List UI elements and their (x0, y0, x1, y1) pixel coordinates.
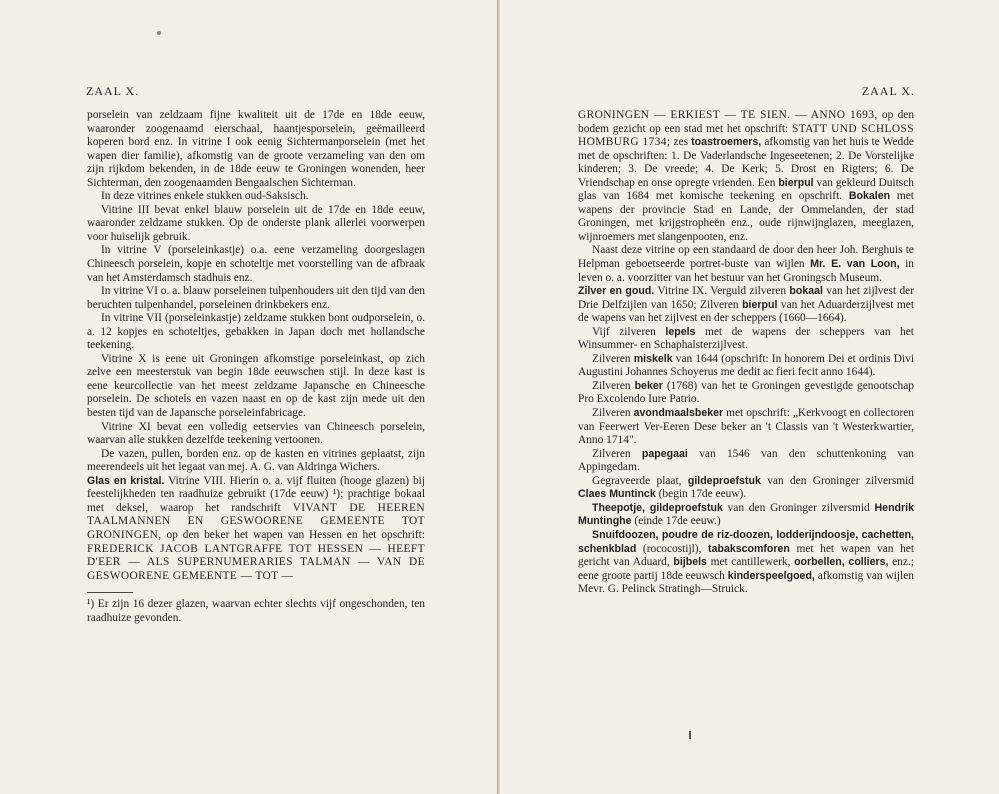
paragraph (578, 353, 914, 380)
bold-term: Hendrik Muntinghe (578, 501, 914, 528)
glas-text-2: op den beker het wapen van Hessen en het opschrift: (166, 528, 425, 541)
text-run: Zilveren (592, 352, 631, 365)
section-heading-glas: Glas en kristal. (87, 474, 165, 487)
paragraph: De vazen, pullen, borden enz. op de kasten en vitrines geplaatst, zijn meerendeels uit het legaat van mej. A. G. van Aldringa Wichers. (87, 447, 425, 474)
text-run: (begin 17de eeuw). (658, 488, 747, 501)
paragraph (578, 407, 914, 448)
bold-term: lepels (665, 325, 696, 338)
bold-term: bierpul (778, 176, 814, 189)
text-run: met het wapen van het gericht van Aduard, (578, 542, 914, 569)
bold-term: beker (634, 379, 663, 392)
paragraph: In vitrine V (porseleinkastje) o.a. eene verzameling doorgeslagen Chineesch porselein, kopje en schoteltje met voorstelling van de afbraak van het Amsterdamsch stadhuis enz. (87, 244, 425, 284)
text-run: Vijf zilveren (592, 325, 656, 338)
bold-term: toastroemers, (691, 136, 762, 149)
left-body-text (87, 109, 425, 625)
right-body-text (578, 109, 914, 597)
footnote-rule (87, 592, 133, 593)
paragraph (578, 529, 914, 597)
text-run: van 1546 van den schuttenkoning van Appingedam. (578, 447, 914, 474)
paragraph (578, 475, 914, 502)
paragraph (578, 244, 914, 285)
text-run: van het Aduarderzijlvest met de wapens van het zijlvest en der scheppers (1660—1664). (578, 298, 914, 325)
bold-term: bokaal (789, 285, 823, 298)
paragraph (578, 109, 914, 244)
text-run: met wapens der provincie Stad en Lande, der Ommelanden, der stad Groningen, met krijgstropheën enz., oude rijnwijnglazen, meeglazen, wijnroemers met slangenpooten, enz. (578, 190, 914, 243)
bold-term: bierpul (742, 298, 778, 311)
text-run: Naast deze vitrine op een standaard de door den heer Joh. Berghuis te Helpman geboetseerde portret-buste van wijlen (578, 244, 914, 271)
text-run: enz.; eene groote partij 18de eeuwsch (578, 556, 914, 582)
text-run: afkomstig van het huis te Wedde met de opschriften: 1. De Vaderlandsche Ingeseetenen; 2. De Vorstelijke kinderen; 3. De vreede; 4. De Kerk; 5. Drost en Rigters; 6. De Vriendschap en onse opregte vrienden. Een (578, 136, 914, 189)
bold-term: miskelk (633, 352, 673, 365)
paragraph (578, 502, 914, 529)
text-run: Zilveren (592, 447, 631, 460)
glas-inscription: VIVANT DE HEEREN TAALMANNEN EN GESWOORENE GEMEENTE TOT GRONINGEN, (87, 501, 425, 541)
paragraph (578, 380, 914, 407)
inscription: STATT UND SCHLOSS HOMBURG 1734; (578, 122, 914, 149)
glas-text: Vitrine VIII. Hierin o. a. vijf fluiten (hooge glazen) bij feestelijkheden ten raadhuize gebruikt (17de eeuw) ¹); prachtige bokaal met deksel, waarop het randschrift (87, 474, 425, 514)
text-run: van het zijlvest der Drie Delfzijlen van 1650; Zilveren (578, 285, 914, 311)
text-run: (rococostijl), (642, 542, 702, 555)
paragraph: porselein van zeldzaam fijne kwaliteit uit de 17de en 18de eeuw, waaronder zoogenaamd eierschaal, haantjesporselein, geëmailleerd koperen bord enz. In vitrine I ook eenig Sichtermanporselein (met het wapen dier familie), afkomstig van de groote verzameling van den om zijn rijkdom bekenden, in de 18de eeuw te Groningen wonenden, heer Sichterman, den zoogenaamden Bengaalschen Sichterman. (87, 109, 425, 189)
bold-term: Mr. E. van Loon, (810, 258, 900, 271)
bold-term: papegaai (641, 447, 688, 460)
left-page (0, 0, 498, 794)
paragraph (578, 448, 914, 475)
bold-term: bijbels (673, 556, 707, 569)
bold-term: tabakscomforen (708, 542, 790, 555)
paragraph: In deze vitrines enkele stukken oud-Saksisch. (101, 190, 309, 203)
text-run: met opschrift: „Kerkvoogt en collectoren van Feerwert Ver-Eeren Dese beker an 't Classis van 't Westerkwartier, Anno 1714". (578, 407, 914, 447)
text-run: Gegraveerde plaat, (592, 474, 682, 487)
bold-term: Theepotje, gildeproefstuk (592, 501, 723, 514)
bold-term: Claes Muntinck (578, 488, 656, 501)
text-run: van 1644 (opschrift: In honorem Dei et ordinis Divi Augustini Johannes Schoyerus me dedit ac fieri fecit anno 1644). (578, 352, 914, 379)
page-speck (157, 31, 161, 35)
text-run: op den bodem gezicht op een stad met het opschrift: (578, 109, 915, 135)
paragraph: In vitrine VI o. a. blauw porseleinen tulpenhouders uit den tijd van den beruchten tulpenhandel, porseleinen drinkbekers enz. (87, 285, 425, 311)
running-header-left: ZAAL X. (86, 84, 140, 98)
text-run: van den Groninger zilversmid (767, 474, 914, 487)
text-run: (einde 17de eeuw.) (634, 515, 721, 528)
bold-term: oorbellen, colliers, (794, 556, 889, 569)
right-page (500, 0, 999, 794)
paragraph: In vitrine VII (porseleinkastje) zeldzame stukken bont oudporselein, o. a. 12 kopjes en schoteltjes, gebakken in Japan doch met hollandsche teekening. (87, 312, 425, 352)
running-header-right: ZAAL X. (861, 84, 915, 98)
text-run: van den Groninger zilversmid (727, 501, 870, 514)
text-run: met cantillewerk, (710, 556, 791, 569)
bold-term: kinderspeelgoed, (727, 569, 815, 582)
paragraph (578, 285, 914, 326)
text-run: Zilveren (592, 407, 631, 420)
text-run: zes (673, 136, 689, 149)
inscription: GRONINGEN — ERKIEST — TE SIEN. — ANNO 1693, (578, 109, 878, 121)
text-run: met de wapens der scheppers van het Winsummer- en Schaphalsterzijlvest. (578, 325, 914, 352)
footnote: ¹) Er zijn 16 dezer glazen, waarvan echter slechts vijf ongeschonden, ten raadhuize gevonden. (87, 598, 425, 624)
bold-term: gildeproefstuk (687, 474, 761, 487)
text-run: Vitrine IX. Verguld zilveren (657, 285, 787, 298)
section-heading-zilver: Zilver en goud. (578, 285, 655, 298)
text-run: (1768) van het te Groningen gevestigde genootschap Pro Excolendo Iure Patrio. (578, 379, 914, 406)
paragraph: Vitrine III bevat enkel blauw porselein uit de 17de en 18de eeuw, waaronder zeldzame stukken. Op de onderste plank allerlei voorwerpen voor huiselijk gebruik. (87, 203, 425, 243)
bold-term: Bokalen (848, 190, 891, 203)
page-mark (689, 731, 691, 739)
text-run: Zilveren (592, 379, 631, 392)
paragraph: Vitrine X is eene uit Groningen afkomstige porseleinkast, op zich zelve een meesterstuk van begin 18de eeuwschen stijl. In deze kast is eene keurcollectie van het meest zeldzame Japansche en Chineesche porselein. De schotels en vazen naast en op de kast zijn mede uit den besten tijd van de Japansche porseleinfabricage. (87, 352, 425, 420)
text-run: in leven o. a. voorzitter van het bestuur van het Groningsch Museum. (578, 258, 915, 284)
bold-term: avondmaalsbeker (633, 407, 724, 420)
text-run: afkomstig van wijlen Mevr. G. Pelinck Stratingh—Struick. (578, 569, 914, 596)
text-run: van gekleurd Duitsch glas van 1684 met komische teekening en opschrift. (578, 176, 914, 203)
bold-term: Snuifdoozen, poudre de riz-doozen, lodderijndoosje, cachetten, schenkblad (578, 528, 914, 555)
paragraph: Vitrine XI bevat een volledig eetservies van Chineesch porselein, waarvan alle stukken dezelfde teekening vertoonen. (87, 420, 425, 447)
glas-inscription-2: FREDERICK JACOB LANTGRAFFE TOT HESSEN — HEEFT D'EER — ALS SUPERNUMERARIES TALMAN — VAN DE GESWOORENE GEMEENTE — TOT — (87, 542, 425, 582)
glas-paragraph (87, 475, 425, 583)
paragraph (578, 326, 914, 353)
